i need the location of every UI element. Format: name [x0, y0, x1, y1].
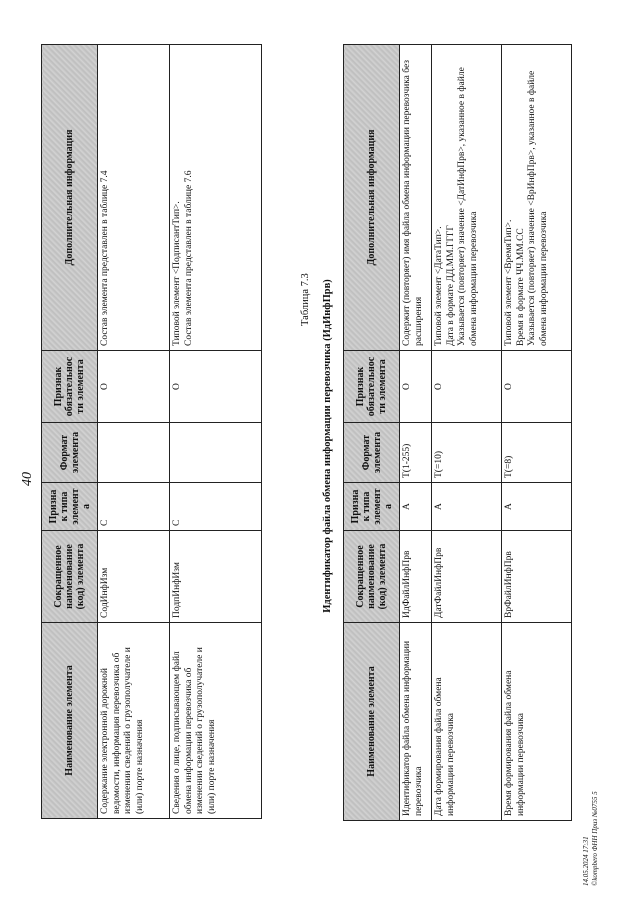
- table-cell: С: [98, 483, 170, 531]
- page-footer: [582, 791, 600, 886]
- table2-header-row: [344, 45, 400, 821]
- table2-header-cell: Наименование элемента: [344, 623, 400, 821]
- table-file-identifier: [343, 44, 572, 821]
- table-cell: А: [432, 483, 502, 531]
- table-cell: Сведения о лице, подписывающем файл обмена информации перевозчика об изменении сведений о грузополучателе и (или) порте назначения: [170, 623, 262, 819]
- footer-timestamp: 14.05.2024 17:31: [582, 836, 590, 886]
- table1-header-cell: Признак обязательности элемента: [42, 351, 98, 423]
- footer-reference: ©kompbero ФНН Приз №0755 5: [591, 791, 599, 886]
- table-cell: О: [432, 351, 502, 423]
- table-row: [502, 45, 572, 821]
- table-cell: Типовой элемент <ПодписантТип>. Состав элемента представлен в таблице 7.6: [170, 45, 262, 351]
- table-row: [400, 45, 432, 821]
- table-cell: Типовой элемент <ДатаТип>. Дата в формате ДД.ММ.ГГГГ Указывается (повторяет) значение <ДатИнфПрв>, указанное в файле обмена информации перевозчика: [432, 45, 502, 351]
- table2-header-cell: Дополнительная информация: [344, 45, 400, 351]
- table-cell: Содержит (повторяет) имя файла обмена информации перевозчика без расширения: [400, 45, 432, 351]
- table-cell: ВрФайлИнфПрв: [502, 531, 572, 623]
- table-cell: ИдФайлИнфПрв: [400, 531, 432, 623]
- table-cell: А: [400, 483, 432, 531]
- table-cell: ПодпИнфИзм: [170, 531, 262, 623]
- table-cell: Состав элемента представлен в таблице 7.4: [98, 45, 170, 351]
- table-cell: Идентификатор файла обмена информации перевозчика: [400, 623, 432, 821]
- table-cell: T(=8): [502, 423, 572, 483]
- table2-header-cell: Признак обязательности элемента: [344, 351, 400, 423]
- table1-header-cell: Признак типа элемента: [42, 483, 98, 531]
- table1-header-cell: Дополнительная информация: [42, 45, 98, 351]
- table-cell: О: [98, 351, 170, 423]
- page-number: 40: [20, 472, 35, 486]
- table-cell: Время формирования файла обмена информации перевозчика: [502, 623, 572, 821]
- table-caption: Таблица 7.3: [300, 273, 311, 326]
- table-cell: О: [170, 351, 262, 423]
- table1-header-row: [42, 45, 98, 819]
- table-cell: [98, 423, 170, 483]
- table-cell: [170, 423, 262, 483]
- table-cell: Типовой элемент <ВремяТип>. Время в формате ЧЧ.ММ.СС Указывается (повторяет) значение <ВрИнфПрв>, указанное в файле обмена информации перевозчика: [502, 45, 572, 351]
- table1-header-cell: Формат элемента: [42, 423, 98, 483]
- table1-header-cell: Сокращенное наименование (код) элемента: [42, 531, 98, 623]
- table2-header-cell: Формат элемента: [344, 423, 400, 483]
- table-cell: Содержание электронной дорожной ведомости, информация перевозчика об изменении сведений о грузополучателе и (или) порте назначения: [98, 623, 170, 819]
- table-row: [170, 45, 262, 819]
- table-cell: T(1-255): [400, 423, 432, 483]
- table2-header-cell: Сокращенное наименование (код) элемента: [344, 531, 400, 623]
- table-cell: СодИнфИзм: [98, 531, 170, 623]
- table-row: [98, 45, 170, 819]
- table-cell: Дата формирования файла обмена информации перевозчика: [432, 623, 502, 821]
- table2-header-cell: Признак типа элемента: [344, 483, 400, 531]
- table-heading: Идентификатор файла обмена информации перевозчика (ИдИнфПрв): [322, 279, 333, 613]
- table-cell: T(=10): [432, 423, 502, 483]
- table-cell: О: [502, 351, 572, 423]
- table-cell: О: [400, 351, 432, 423]
- table-element-list: [41, 44, 262, 819]
- table-cell: ДатФайлИнфПрв: [432, 531, 502, 623]
- table-row: [432, 45, 502, 821]
- table-cell: С: [170, 483, 262, 531]
- table1-header-cell: Наименование элемента: [42, 623, 98, 819]
- table-cell: А: [502, 483, 572, 531]
